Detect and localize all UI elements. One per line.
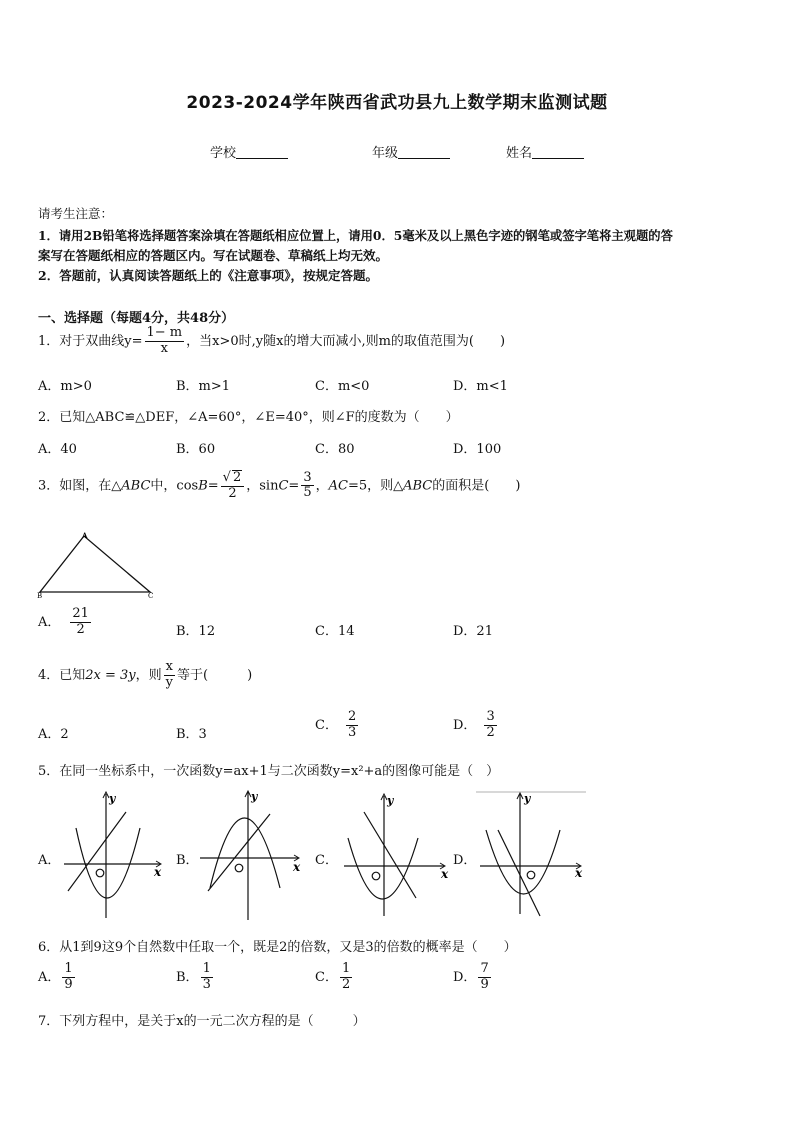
q3-sin-den: 5 [303,485,312,501]
name-blank[interactable] [532,146,584,159]
q4-option-d-fraction [484,710,496,741]
q2-option-a[interactable]: A．40 [38,442,77,457]
vertex-c-label: C [148,592,154,600]
graph-a-origin [96,869,104,877]
graph-a-x-label: x [154,865,162,879]
q3-option-a[interactable] [38,607,93,638]
q3-abc-2: ABC [403,478,433,494]
notice-line-2: 案写在答题纸相应的答题区内。写在试题卷、草稿纸上均无效。 [38,248,389,263]
q3-option-a-label: A． [38,614,61,630]
q5-graph-b[interactable] [196,788,308,922]
graph-d-y-label: y [524,792,531,805]
q3-option-a-den: 2 [76,621,85,637]
q2-option-b[interactable]: B．60 [176,442,216,457]
q6-option-a-label: A． [38,969,61,985]
q6-option-a-num: 1 [64,961,73,976]
q3-mid-3: ， [315,478,329,494]
q6-option-b-label: B． [176,969,199,985]
graph-c-x-label: x [441,867,449,881]
vertex-b-label: B [37,592,43,600]
q4-option-a[interactable]: A．2 [38,727,69,742]
q1-option-c[interactable]: C．m<0 [315,379,370,394]
question-4 [38,660,252,691]
q1-fraction [145,326,185,357]
q3-cos-num: √ 2 [221,470,245,487]
q5-graph-c[interactable] [340,790,455,920]
q3-post: 的面积是( ) [432,478,521,494]
q4-pre: 4．已知 [38,667,86,683]
q4-frac-num: x [165,659,174,674]
vertex-a-label: A [82,531,88,540]
q6-option-c[interactable] [315,962,354,993]
question-7: 7．下列方程中，是关于x的一元二次方程的是（ ） [38,1014,366,1029]
q3-cos-den: 2 [228,485,237,501]
q3-option-c[interactable]: C．14 [315,624,355,639]
q6-option-d-fraction [478,962,490,993]
q3-mid-2: ，sin [246,478,279,494]
q5-graph-a[interactable] [58,788,170,922]
q3-option-a-fraction [70,607,91,638]
q6-option-c-label: C． [315,969,338,985]
q4-option-c[interactable] [315,710,360,741]
q5-option-a-label[interactable]: A． [38,853,61,868]
q3-c: C [278,478,289,494]
grade-label: 年级 [372,146,399,161]
q6-option-b-num: 1 [202,961,211,976]
q3-option-d[interactable]: D．21 [453,624,493,639]
name-label: 姓名 [506,146,533,161]
q4-fraction [164,660,175,691]
q3-mid-1: 中，cos [150,478,199,494]
school-blank[interactable] [236,146,288,159]
q4-option-c-num: 2 [347,709,357,724]
page-title: 2023-2024学年陕西省武功县九上数学期末监测试题 [186,93,608,113]
q4-option-d-num: 3 [486,709,495,724]
notice-line-3: 2．答题前，认真阅读答题纸上的《注意事项》，按规定答题。 [38,268,378,283]
notice-heading: 请考生注意： [38,206,114,221]
q6-option-c-den: 2 [341,976,351,992]
q6-option-d-den: 9 [480,976,489,992]
q6-option-a-den: 9 [64,976,73,992]
q3-pre: 3．如图，在△ [38,478,122,494]
q6-option-d[interactable] [453,962,493,993]
q4-option-c-fraction [346,710,358,741]
q3-sin-fraction [301,471,313,502]
q5-option-c-label[interactable]: C． [315,853,338,868]
question-1 [38,326,505,357]
graph-b-y-label: y [251,790,258,803]
graph-c-origin [372,872,380,880]
q1-frac-den: x [160,340,168,356]
q4-frac-den: y [165,674,174,690]
question-6: 6．从1到9这9个自然数中任取一个，既是2的倍数，又是3的倍数的概率是（ ） [38,940,517,955]
q5-graph-d[interactable] [476,788,591,922]
school-field [210,142,288,161]
q3-sqrt-value: 2 [232,470,242,485]
graph-b-origin [235,864,243,872]
q3-eq: = [207,478,219,494]
q1-frac-num: 1− m [146,325,183,340]
q1-option-a[interactable]: A．m>0 [38,379,92,394]
graph-d-origin [527,871,535,879]
q5-option-b-label[interactable]: B． [176,853,199,868]
q3-option-b[interactable]: B．12 [176,624,216,639]
q4-option-c-den: 3 [347,724,357,740]
q4-option-d[interactable] [453,710,499,741]
q3-abc-1: ABC [121,478,151,494]
triangle-shape [40,536,150,592]
q1-post: ，当x>0时,y随x的增大而减小,则m的取值范围为( ) [186,333,506,349]
school-label: 学校 [210,146,237,161]
name-field [506,142,584,161]
q6-option-d-num: 7 [480,961,489,976]
q6-option-c-fraction [340,962,352,993]
q1-option-b[interactable]: B．m>1 [176,379,231,394]
q2-option-d[interactable]: D．100 [453,442,502,457]
question-5: 5．在同一坐标系中，一次函数y=ax+1与二次函数y=x²+a的图像可能是（ ） [38,764,500,779]
q6-option-b-fraction [201,962,213,993]
q2-option-c[interactable]: C．80 [315,442,355,457]
q6-option-b-den: 3 [202,976,211,992]
grade-blank[interactable] [398,146,450,159]
q3-eq-2: = [288,478,300,494]
q6-option-d-label: D． [453,969,477,985]
q3-triangle-figure [36,530,156,600]
q1-option-d[interactable]: D．m<1 [453,379,508,394]
q3-cos-fraction [221,470,245,502]
q3-mid-4: =5，则△ [347,478,404,494]
q3-b: B [198,478,208,494]
q3-ac: AC [328,478,348,494]
notice-line-1: 1．请用2B铅笔将选择题答案涂填在答题纸相应位置上，请用0．5毫米及以上黑色字迹的钢笔或签字笔将主观题的答 [38,228,673,243]
q4-option-b[interactable]: B．3 [176,727,207,742]
q3-option-a-num: 21 [72,606,89,621]
q1-pre: 1．对于双曲线y= [38,333,143,349]
q6-option-b[interactable] [176,962,215,993]
q6-option-a-fraction [62,962,74,993]
section-heading: 一、选择题（每题4分，共48分） [38,311,235,326]
question-2: 2．已知△ABC≌△DEF，∠A=60°，∠E=40°，则∠F的度数为（ ） [38,410,459,425]
q3-sin-num: 3 [303,469,312,485]
q5-option-d-label[interactable]: D． [453,853,477,868]
graph-b-x-label: x [293,860,301,874]
grade-field [372,142,450,161]
graph-d-x-label: x [575,866,583,880]
question-3 [38,470,520,502]
q4-equation: 2x = 3y [85,667,136,683]
q4-option-c-label: C． [315,717,338,733]
q4-mid: ，则 [135,667,162,683]
q4-post: 等于( ) [177,667,253,683]
graph-a-y-label: y [109,792,116,805]
q4-option-d-label: D． [453,717,477,733]
graph-c-y-label: y [387,794,394,807]
q6-option-a[interactable] [38,962,77,993]
q4-option-d-den: 2 [486,724,495,740]
q6-option-c-num: 1 [341,961,351,976]
